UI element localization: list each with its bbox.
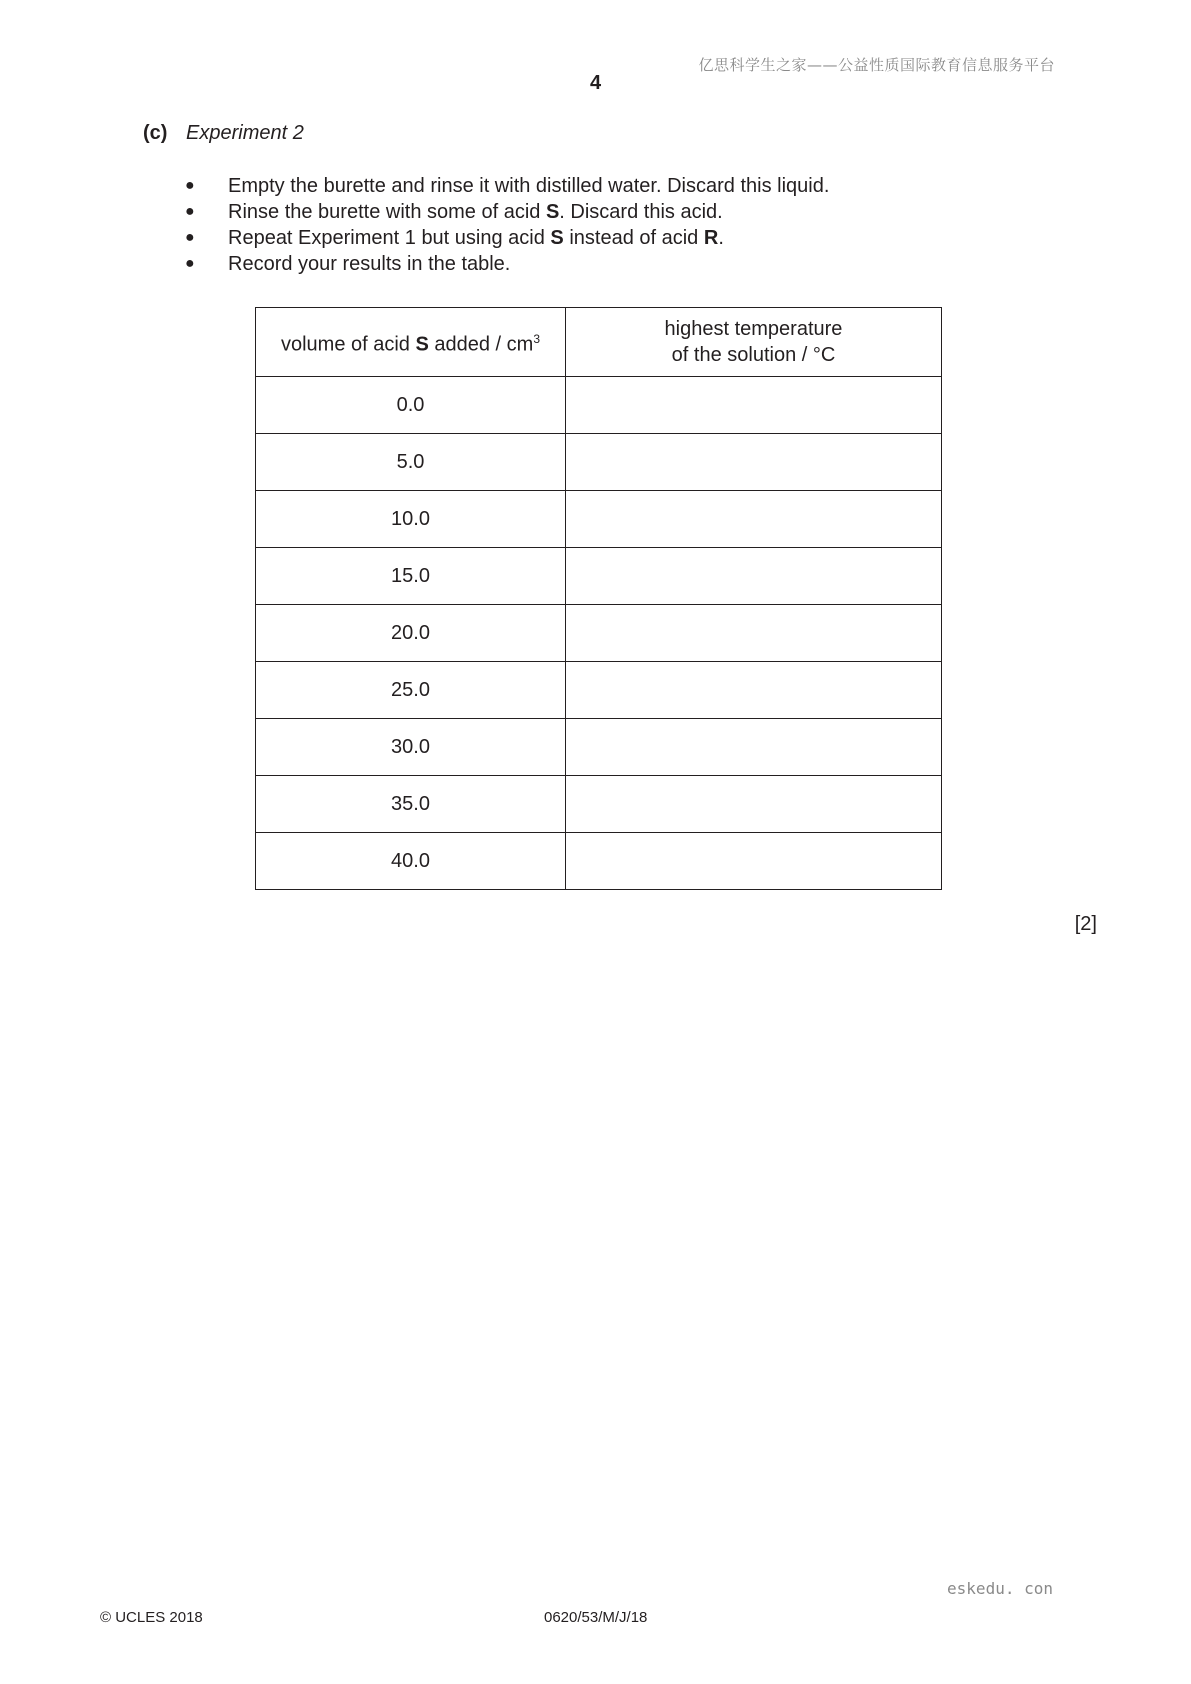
bullet-point-icon: ● bbox=[185, 177, 195, 194]
volume-cell: 10.0 bbox=[256, 491, 566, 548]
temperature-column-header bbox=[566, 308, 942, 377]
temperature-answer-cell[interactable] bbox=[566, 548, 942, 605]
volume-cell: 20.0 bbox=[256, 605, 566, 662]
question-part-title: Experiment 2 bbox=[186, 122, 304, 144]
bullet-point-icon: ● bbox=[185, 229, 195, 246]
watermark-text: 亿思科学生之家——公益性质国际教育信息服务平台 bbox=[698, 56, 1055, 74]
temperature-answer-cell[interactable] bbox=[566, 776, 942, 833]
volume-cell: 0.0 bbox=[256, 377, 566, 434]
instruction-item bbox=[185, 173, 829, 199]
table-row bbox=[256, 491, 942, 548]
table-row bbox=[256, 434, 942, 491]
temperature-answer-cell[interactable] bbox=[566, 491, 942, 548]
instruction-text: Record your results in the table. bbox=[228, 253, 511, 275]
footer-brand: eskedu. con bbox=[947, 1579, 1053, 1598]
instruction-item bbox=[185, 199, 829, 225]
temperature-answer-cell[interactable] bbox=[566, 377, 942, 434]
temperature-answer-cell[interactable] bbox=[566, 605, 942, 662]
marks-allocation: [2] bbox=[1074, 913, 1097, 935]
instruction-item bbox=[185, 251, 829, 277]
table-header-row bbox=[256, 308, 942, 377]
volume-header-unit-power: 3 bbox=[533, 332, 541, 347]
volume-cell: 15.0 bbox=[256, 548, 566, 605]
temperature-answer-cell[interactable] bbox=[566, 719, 942, 776]
volume-column-header bbox=[256, 308, 566, 377]
temperature-header-line2: of the solution / °C bbox=[671, 344, 836, 366]
volume-header-suffix: added / cm bbox=[428, 333, 534, 356]
page-number: 4 bbox=[589, 72, 602, 94]
instruction-text: Repeat Experiment 1 but using acid bbox=[228, 227, 551, 249]
temperature-answer-cell[interactable] bbox=[566, 662, 942, 719]
table-row bbox=[256, 548, 942, 605]
instruction-text: Empty the burette and rinse it with distilled water. Discard this liquid. bbox=[228, 175, 830, 197]
volume-cell: 35.0 bbox=[256, 776, 566, 833]
instruction-text: instead of acid bbox=[563, 227, 704, 249]
footer-paper-code: 0620/53/M/J/18 bbox=[544, 1609, 648, 1626]
instruction-item bbox=[185, 225, 829, 251]
table-row bbox=[256, 776, 942, 833]
instruction-text: . bbox=[718, 227, 724, 249]
volume-header-acid: S bbox=[415, 333, 429, 356]
volume-cell: 40.0 bbox=[256, 833, 566, 890]
temperature-answer-cell[interactable] bbox=[566, 434, 942, 491]
instruction-bold-text: S bbox=[545, 201, 560, 223]
table-row bbox=[256, 719, 942, 776]
table-row bbox=[256, 377, 942, 434]
temperature-header-line1: highest temperature bbox=[664, 318, 843, 340]
instruction-text: Rinse the burette with some of acid bbox=[228, 201, 546, 223]
results-table bbox=[255, 307, 942, 890]
temperature-answer-cell[interactable] bbox=[566, 833, 942, 890]
question-part-label: (c) bbox=[143, 122, 168, 144]
volume-cell: 25.0 bbox=[256, 662, 566, 719]
footer-copyright: © UCLES 2018 bbox=[100, 1609, 203, 1626]
instruction-bold-text: S bbox=[550, 227, 564, 249]
volume-cell: 30.0 bbox=[256, 719, 566, 776]
table-row bbox=[256, 662, 942, 719]
volume-header-prefix: volume of acid bbox=[280, 333, 416, 356]
results-table-body bbox=[256, 377, 942, 890]
instruction-text: . Discard this acid. bbox=[559, 201, 723, 223]
volume-cell: 5.0 bbox=[256, 434, 566, 491]
instruction-bold-text: R bbox=[703, 227, 719, 249]
bullet-point-icon: ● bbox=[185, 255, 195, 272]
table-row bbox=[256, 605, 942, 662]
table-row bbox=[256, 833, 942, 890]
instruction-list bbox=[185, 173, 829, 277]
bullet-point-icon: ● bbox=[185, 203, 195, 220]
